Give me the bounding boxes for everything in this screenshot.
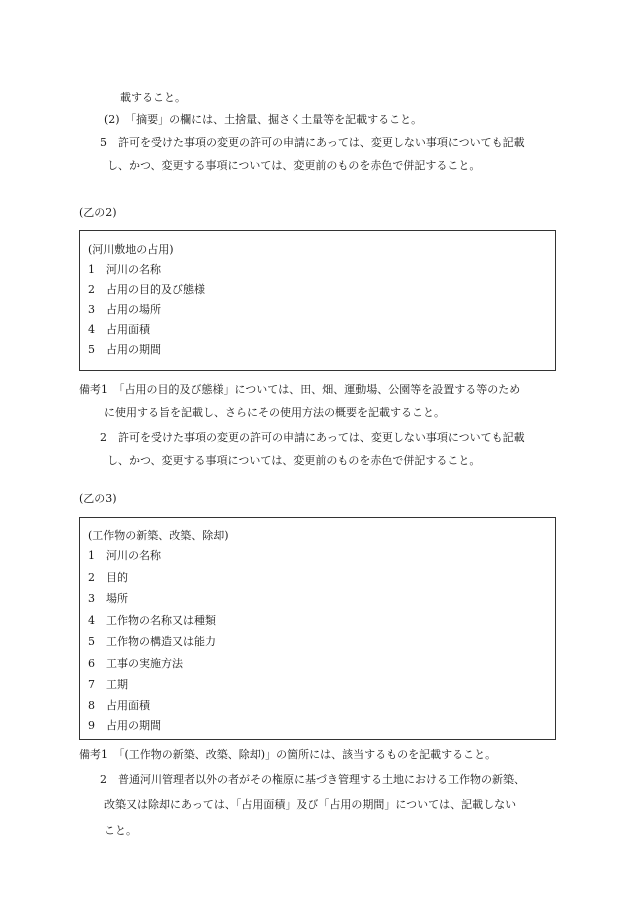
- otsu3-note-2c: こと。: [104, 824, 137, 837]
- otsu3-box-title: (工作物の新築、改築、除却): [88, 529, 229, 542]
- list-item: [88, 571, 128, 585]
- list-item: [88, 303, 161, 317]
- list-item: [88, 343, 161, 357]
- list-item: [88, 657, 183, 671]
- otsu2-note-2a: 2 許可を受けた事項の変更の許可の申請にあっては、変更しない事項についても記載: [100, 431, 525, 444]
- list-item: [88, 678, 128, 692]
- otsu3-heading: (乙の3): [79, 492, 117, 505]
- item-number: 7: [88, 678, 95, 691]
- list-item: [88, 549, 161, 563]
- otsu3-note-2a: 2 普通河川管理者以外の者がその権原に基づき管理する土地における工作物の新築、: [100, 773, 525, 786]
- item-label: 占用の場所: [106, 303, 161, 316]
- item-number: 8: [88, 699, 95, 712]
- otsu2-note-1a: 備考1 「占用の目的及び態様」については、田、畑、運動場、公園等を設置する等のため: [79, 383, 521, 396]
- otsu3-note-2b: 改築又は除却にあっては、「占用面積」及び「占用の期間」については、記載しない: [104, 798, 517, 811]
- item-number: 5: [88, 343, 95, 356]
- item-number: 1: [88, 549, 95, 562]
- item-label: 河川の名称: [106, 549, 161, 562]
- item-label: 河川の名称: [106, 263, 161, 276]
- item-number: 2: [88, 283, 95, 296]
- item-number: 1: [88, 263, 95, 276]
- item-number: 3: [88, 592, 95, 605]
- otsu3-note-1: 備考1 「(工作物の新築、改築、除却)」の箇所には、該当するものを記載すること。: [79, 748, 497, 761]
- item-label: 占用の目的及び態様: [106, 283, 205, 296]
- list-item: [88, 635, 216, 649]
- item-label: 占用の期間: [106, 343, 161, 356]
- list-item: [88, 614, 216, 628]
- item-number: 2: [88, 571, 95, 584]
- list-item: [88, 699, 150, 713]
- otsu2-box: [79, 230, 556, 371]
- item-label: 工期: [106, 678, 128, 691]
- otsu2-note-2b: し、かつ、変更する事項については、変更前のものを赤色で併記すること。: [107, 454, 481, 467]
- top-line-2: (2) 「摘要」の欄には、土捨量、掘さく土量等を記載すること。: [104, 113, 423, 126]
- list-item: [88, 263, 161, 277]
- item-number: 3: [88, 303, 95, 316]
- otsu2-box-title: (河川敷地の占用): [88, 243, 174, 256]
- otsu3-box: [79, 517, 556, 740]
- item-number: 4: [88, 614, 95, 627]
- top-line-3: 5 許可を受けた事項の変更の許可の申請にあっては、変更しない事項についても記載: [100, 136, 525, 149]
- item-label: 占用の期間: [106, 719, 161, 732]
- item-label: 目的: [106, 571, 128, 584]
- list-item: [88, 719, 161, 733]
- item-number: 6: [88, 657, 95, 670]
- item-label: 工作物の構造又は能力: [106, 635, 216, 648]
- otsu2-heading: (乙の2): [79, 206, 117, 219]
- list-item: [88, 323, 150, 337]
- list-item: [88, 283, 205, 297]
- item-number: 4: [88, 323, 95, 336]
- item-number: 9: [88, 719, 95, 732]
- item-label: 工作物の名称又は種類: [106, 614, 216, 627]
- top-line-1: 載すること。: [120, 91, 186, 104]
- list-item: [88, 592, 128, 606]
- item-label: 占用面積: [106, 699, 150, 712]
- top-line-4: し、かつ、変更する事項については、変更前のものを赤色で併記すること。: [107, 159, 481, 172]
- item-label: 工事の実施方法: [106, 657, 183, 670]
- otsu2-note-1b: に使用する旨を記載し、さらにその使用方法の概要を記載すること。: [104, 406, 445, 419]
- item-label: 場所: [106, 592, 128, 605]
- item-number: 5: [88, 635, 95, 648]
- item-label: 占用面積: [106, 323, 150, 336]
